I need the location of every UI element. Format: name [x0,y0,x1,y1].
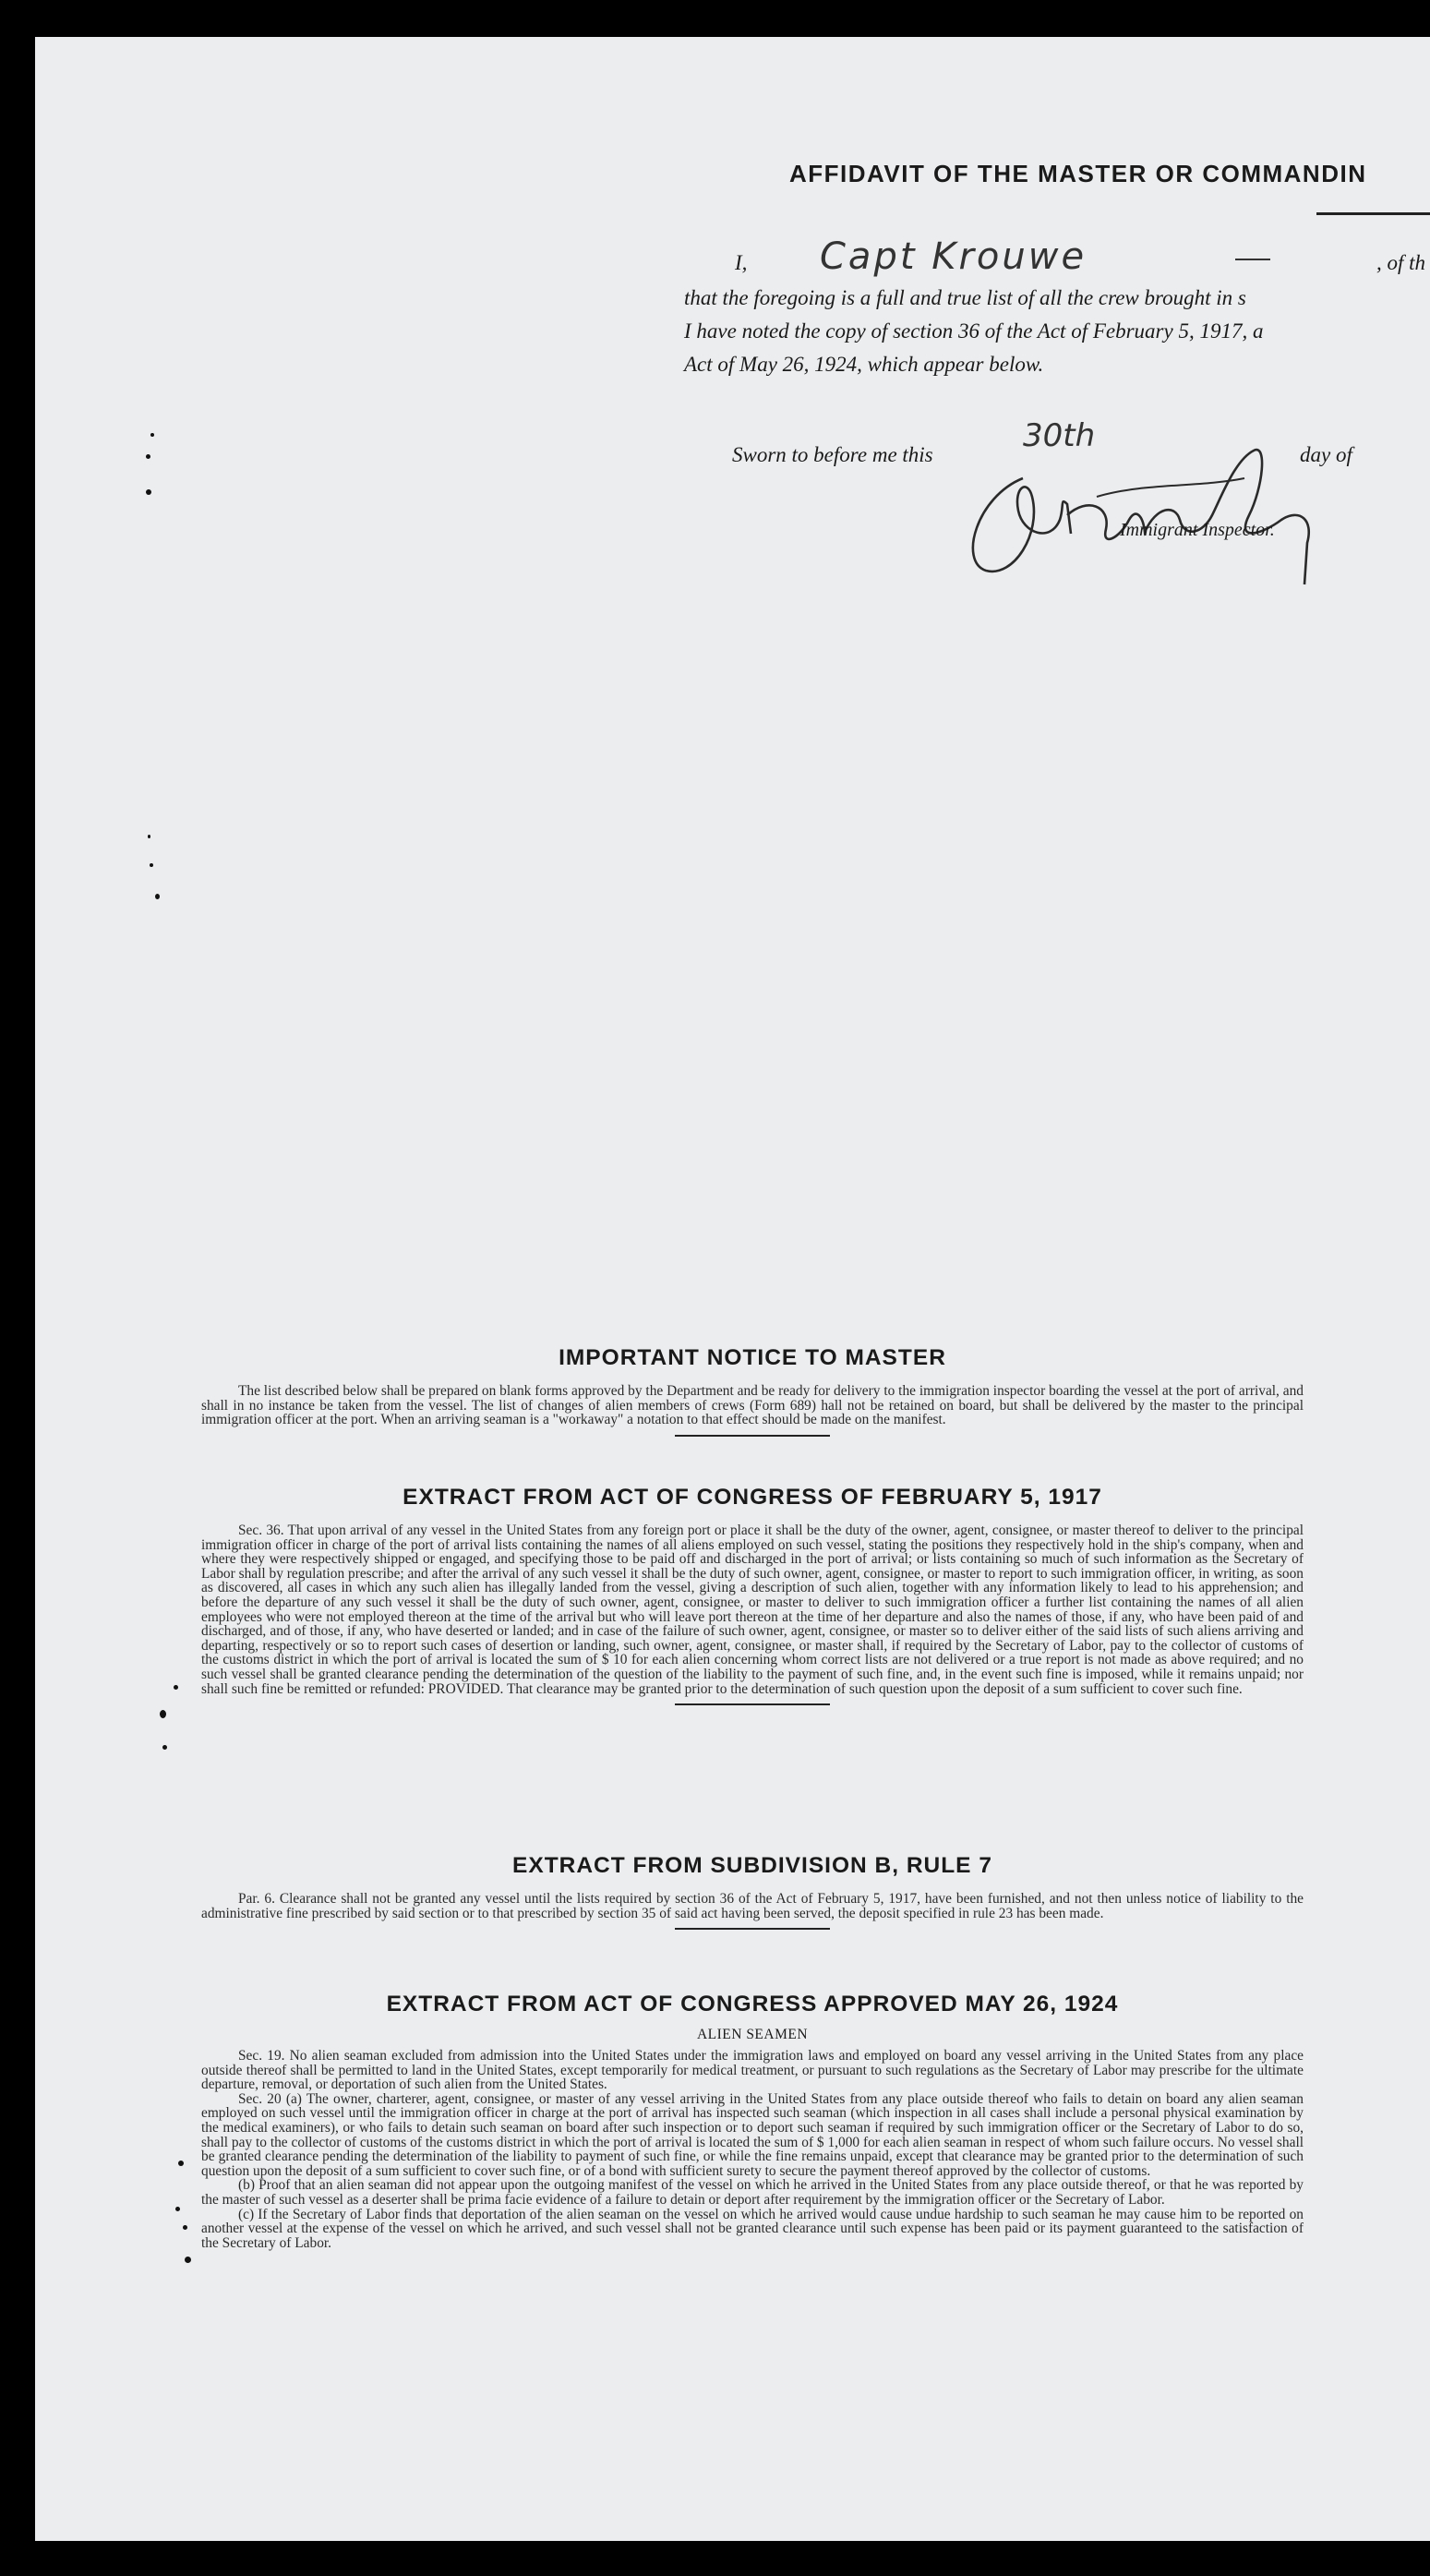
margin-mark [175,2207,180,2211]
rule7-section [201,1853,1304,1930]
extract-1917-section [201,1485,1304,1705]
alien-seamen-subheading: ALIEN SEAMEN [696,2027,809,2042]
margin-mark [146,489,151,495]
rule7-text: Par. 6. Clearance shall not be granted any vessel until the lists required by section 36 of the Act of February 5, 1917, have been furnished, and not then unless notice of liability to the administrative fine prescribed by said section or to that prescribed by section 35 of said act having been served, the deposit specified in rule 23 has been made. [201,1891,1304,1921]
handwritten-master-name: Capt Krouwe [820,235,1088,278]
sec19-text: Sec. 19. No alien seaman excluded from admission into the United States under the immigration laws and employed on board any vessel arriving in the United States from any place outside thereof shall be permitted to land in the United States, except temporarily for medical treatment, or pursuant to such regulations as the Secretary of Labor may prescribe for the ultimate departure, removal, or deportation of such alien from the United States. [201,2048,1304,2093]
margin-mark [150,433,154,437]
notice-section [201,1345,1304,1437]
margin-mark [185,2257,191,2263]
section-separator [675,1928,830,1930]
margin-mark [146,454,150,459]
notice-text: The list described below shall be prepared on blank forms approved by the Department and be ready for delivery to the immigration inspector boarding the vessel at the port of arrival, and shall in no instance be taken from the vessel. The list of changes of alien members of crews (Form 689) hall not be retained on board, but shall be delivered by the master to the principal immigration officer at the port. When an arriving seaman is a "workaway" a notation to that effect should be made on the manifest. [201,1383,1304,1428]
affidavit-line1-end: , of th [1376,251,1426,274]
handwritten-dash [1235,259,1270,260]
margin-mark [183,2225,187,2230]
affidavit-title: AFFIDAVIT OF THE MASTER OR COMMANDIN [789,160,1367,187]
sec20a-text: Sec. 20 (a) The owner, charterer, agent, consignee, or master of any vessel arriving in the United States from any place outside thereof who fails to detain on board any alien seaman employed on such vessel until the immigration officer in charge at the port of arrival has inspected such seaman (which inspection in all cases shall include a personal physical examination by the medical examiners), or who fails to detain such seaman on board after such inspection or to deport such seaman if required by such immigration officer or the Secretary of Labor to do so, shall pay to the collector of customs of the customs district in which the port of arrival is located the sum of $ 1,000 for each alien seaman in respect of whom such failure occurs. No vessel shall be granted clearance pending the determination of the liability to payment of such fine, or while the fine remains unpaid, except that clearance may be granted prior to the determination of such question upon the deposit of a sum sufficient to cover such fine, or of a bond with sufficient surety to secure the payment thereof approved by the collector of customs. [201,2090,1304,2179]
margin-mark [150,863,153,867]
margin-mark [162,1745,167,1750]
sec20b-text: (b) Proof that an alien seaman did not appear upon the outgoing manifest of the vessel on which he arrived in the United States from any place outside thereof, or that he was reported by the master of such vessel as a deserter shall be prima facie evidence of a failure to detain or deport after requirement by the immigration officer or the Secretary of Labor. [201,2177,1304,2208]
handwritten-day: 30th [1023,417,1096,454]
inspector-label: Immigrant Inspector. [1120,520,1275,540]
extract-1924-heading: EXTRACT FROM ACT OF CONGRESS APPROVED MAY 26, 1924 [386,1992,1119,2016]
section-separator [675,1435,830,1437]
affidavit-line1-start: I, [735,251,748,274]
title-underline [1316,212,1430,215]
day-of-label: day of [1300,443,1352,466]
margin-mark [160,1710,166,1718]
rule7-heading: EXTRACT FROM SUBDIVISION B, RULE 7 [512,1853,992,1878]
inspector-signature [958,432,1355,589]
extract-1924-section [201,1992,1304,2250]
margin-mark [178,2161,184,2166]
extract-1917-text: Sec. 36. That upon arrival of any vessel in the United States from any foreign port or place it shall be the duty of the owner, agent, consignee, or master thereof to deliver to the principal immigration officer in charge of the port of arrival lists containing the names of all aliens employed on such vessel, stating the positions they respectively hold in the ship's company, when and where they were respectively shipped or engaged, and specifying those to be paid off and discharged in the port of arrival; or lists containing so much of such information as the Secretary of Labor shall by regulation prescribe; and after the arrival of any such vessel it shall be the duty of such owner, agent, consignee, or master to report to such immigration officer, in writing, as soon as discovered, all cases in which any such alien has illegally landed from the vessel, giving a description of such alien, together with any information likely to lead to his apprehension; and before the departure of any such vessel it shall be the duty of such owner, agent, consignee, or master to deliver to such immigration officer a further list containing the names of all alien employees who were not employed thereon at the time of the arrival but who will leave port thereon at the time of her departure and also the names of those, if any, who have been paid of and discharged, and of those, if any, who have deserted or landed; and in case of the failure of such owner, agent, consignee, or master so to deliver either of the said lists of such aliens arriving and departing, respectively or so to report such cases of desertion or landing, such owner, agent, consignee, or master shall, if required by the Secretary of Labor, pay to the collector of customs of the customs district in which the port of arrival is located the sum of $ 10 for each alien concerning whom correct lists are not delivered or a true report is not made as above required; and no such vessel shall be granted clearance pending the determination of the question of the liability to the payment of such fine, and, in the event such fine is imposed, while it remains unpaid; nor shall such fine be remitted or refunded: PROVIDED. That clearance may be granted prior to the determination of such question upon the deposit of a sum sufficient to cover such fine. [201,1523,1304,1697]
notice-heading: IMPORTANT NOTICE TO MASTER [559,1345,946,1370]
margin-mark [155,894,160,899]
sec20c-text: (c) If the Secretary of Labor finds that deportation of the alien seaman on the vessel on which he arrived would cause undue hardship to such seaman he may cause him to be reported on another vessel at the expense of the vessel on which he arrived, and such vessel shall not be granted clearance until such expense has been paid or its payment guaranteed to the satisfaction of the Secretary of Labor. [201,2206,1304,2251]
affidavit-line3: I have noted the copy of section 36 of the Act of February 5, 1917, a [684,319,1264,343]
section-separator [675,1703,830,1705]
sworn-label: Sworn to before me this [732,443,933,466]
document-page [35,37,1430,2541]
affidavit-line4: Act of May 26, 1924, which appear below. [684,353,1044,376]
margin-mark [174,1685,178,1690]
affidavit-line2: that the foregoing is a full and true list of all the crew brought in s [684,286,1246,309]
margin-mark [148,835,150,838]
extract-1917-heading: EXTRACT FROM ACT OF CONGRESS OF FEBRUARY 5, 1917 [403,1485,1102,1510]
